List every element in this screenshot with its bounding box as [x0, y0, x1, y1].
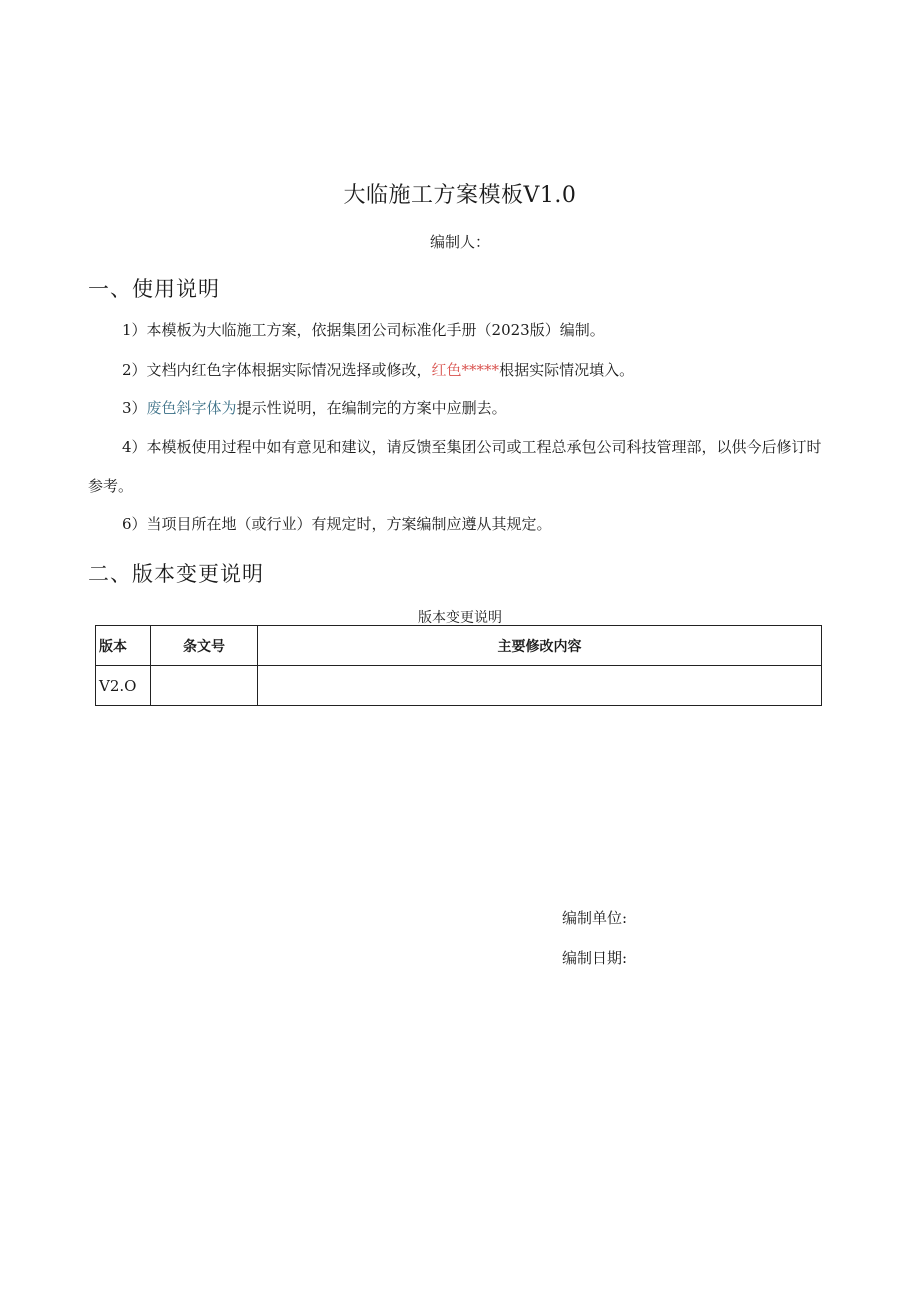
usage-item-1: 1）本模板为大临施工方案，依据集团公司标准化手册（2023版）编制。	[122, 321, 605, 339]
unit-label: 编制单位:	[562, 909, 628, 927]
author-label: 编制人：	[429, 233, 490, 251]
usage-item-6: 6）当项目所在地（或行业）有规定时，方案编制应遵从其规定。	[122, 515, 552, 533]
date-label: 编制日期:	[562, 949, 628, 967]
usage-item-3-pre: 3）	[122, 399, 147, 417]
table-row	[96, 666, 822, 706]
document-title: 大临施工方案模板V1.0	[343, 183, 577, 208]
usage-item-2-red-text: 红色*****	[431, 361, 500, 379]
usage-item-4-line1: 4）本模板使用过程中如有意见和建议，请反馈至集团公司或工程总承包公司科技管理部，以供今后修订时	[122, 438, 822, 456]
usage-item-3	[122, 398, 507, 418]
header-clause: 条文号	[151, 626, 258, 666]
header-content: 主要修改内容	[258, 626, 822, 666]
header-version: 版本	[96, 626, 151, 666]
cell-content	[258, 666, 822, 706]
usage-item-2	[122, 360, 634, 380]
usage-item-3-teal-text: 废色斜字体为	[146, 399, 237, 417]
table-caption: 版本变更说明	[418, 610, 502, 626]
section-heading-usage: 一、使用说明	[88, 277, 220, 301]
section-heading-version: 二、版本变更说明	[88, 562, 264, 586]
version-table	[95, 625, 822, 706]
usage-item-4-line2: 参考。	[88, 477, 134, 495]
cell-clause	[151, 666, 258, 706]
cell-version: V2.O	[96, 666, 151, 706]
usage-item-2-pre: 2）文档内红色字体根据实际情况选择或修改，	[122, 361, 432, 379]
usage-item-3-post: 提示性说明，在编制完的方案中应删去。	[236, 399, 507, 417]
usage-item-2-post: 根据实际情况填入。	[499, 361, 635, 379]
table-header-row	[96, 626, 822, 666]
